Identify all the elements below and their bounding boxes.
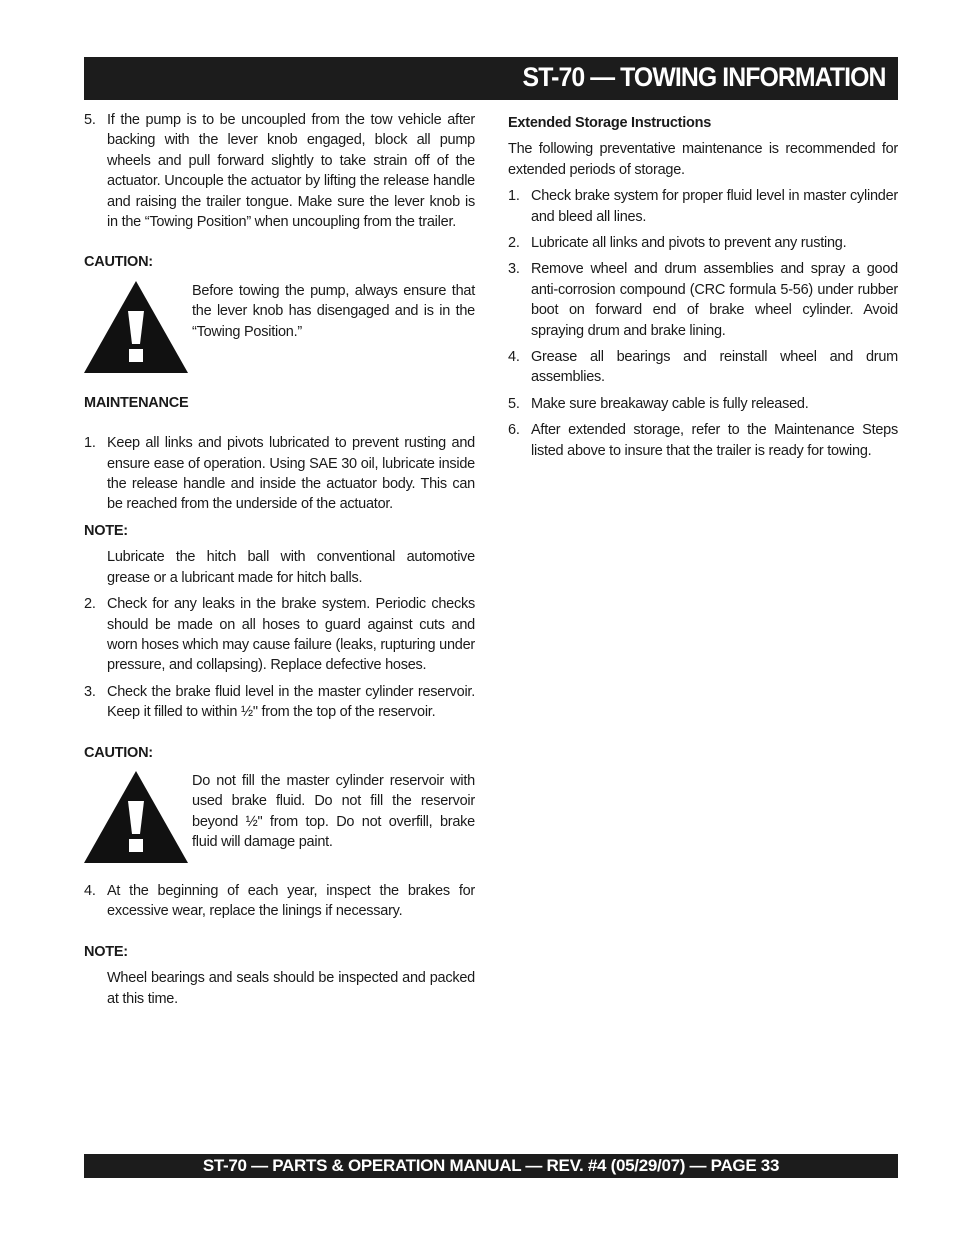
- item-number: 2.: [84, 596, 96, 613]
- storage-list: [508, 186, 898, 461]
- list-item: [508, 347, 898, 388]
- storage-intro: The following preventative maintenance is recommended for extended periods of storage.: [508, 141, 898, 178]
- warning-exclamation-icon: [84, 771, 188, 863]
- item-number: 2.: [508, 235, 520, 252]
- item-text: If the pump is to be uncoupled from the tow vehicle after backing with the lever knob engaged, block all pump wheels and pull forward slightly to take strain off of the actuator. Uncouple the actuator by lifting the release handle and raising the trailer tongue. Make sure the lever knob is in the “Towing Position” when uncoupling from the trailer.: [107, 112, 475, 231]
- footer-text: ST-70 — PARTS & OPERATION MANUAL — REV. #4 (05/29/07) — PAGE 33: [202, 1156, 780, 1175]
- right-column: [508, 110, 898, 461]
- caution-text: Before towing the pump, always ensure that the lever knob has disengaged and is in the “Towing Position.”: [192, 282, 475, 340]
- item-text: Grease all bearings and reinstall wheel and drum assemblies.: [531, 349, 898, 386]
- list-item: [508, 420, 898, 461]
- note-text: Wheel bearings and seals should be inspected and packed at this time.: [107, 970, 475, 1007]
- item-text: Remove wheel and drum assemblies and spray a good anti-corrosion compound (CRC formula 5-56) under rubber boot on forward end of brake wheel cylinder. Avoid spraying drum and brake lining.: [531, 261, 898, 339]
- list-item: [508, 259, 898, 341]
- item-number: 3.: [84, 683, 96, 700]
- list-item: [508, 186, 898, 227]
- item-text: Check the brake fluid level in the master cylinder reservoir. Keep it filled to within ½" from the top of the reservoir.: [107, 683, 475, 721]
- item-text: At the beginning of each year, inspect the brakes for excessive wear, replace the linings if necessary.: [107, 882, 475, 920]
- item-number: 1.: [84, 435, 96, 452]
- section-heading-storage: Extended Storage Instructions: [508, 115, 712, 131]
- note-label: NOTE:: [84, 522, 128, 539]
- item-number: 5.: [84, 112, 96, 128]
- item-text: After extended storage, refer to the Maintenance Steps listed above to insure that the trailer is ready for towing.: [531, 422, 898, 459]
- item-number: 1.: [508, 188, 520, 205]
- item-number: 6.: [508, 422, 520, 439]
- list-item: [84, 881, 475, 922]
- page-header: [84, 57, 898, 100]
- caution-block: [84, 281, 475, 381]
- list-item: [508, 394, 898, 414]
- page-title: ST-70 — TOWING INFORMATION: [523, 62, 886, 92]
- item-number: 3.: [508, 261, 520, 278]
- item-number: 5.: [508, 395, 520, 412]
- item-text: Lubricate all links and pivots to prevent any rusting.: [531, 235, 847, 252]
- list-item: [84, 594, 475, 676]
- warning-exclamation-icon: [84, 281, 188, 373]
- list-item: [84, 433, 475, 515]
- list-item: [84, 682, 475, 723]
- item-number: 4.: [84, 882, 96, 899]
- item-text: Make sure breakaway cable is fully released.: [531, 395, 809, 412]
- caution-label: CAUTION:: [84, 254, 153, 271]
- note-label: NOTE:: [84, 943, 128, 960]
- note-text: Lubricate the hitch ball with conventional automotive grease or a lubricant made for hitch balls.: [107, 549, 475, 586]
- item-text: Keep all links and pivots lubricated to prevent rusting and ensure ease of operation. Using SAE 30 oil, lubricate inside the release handle and inside the actuator body. This can be reached from the underside of the actuator.: [107, 435, 475, 513]
- item-text: Check brake system for proper fluid level in master cylinder and bleed all lines.: [531, 188, 898, 225]
- caution-block: [84, 771, 475, 871]
- caution-text: Do not fill the master cylinder reservoir with used brake fluid. Do not fill the reservoir beyond ½" from top. Do not overfill, brake fluid will damage paint.: [192, 772, 475, 851]
- left-column: [84, 110, 475, 1009]
- caution-label: CAUTION:: [84, 744, 153, 761]
- list-item: [84, 110, 475, 232]
- item-number: 4.: [508, 349, 520, 366]
- page-footer: [84, 1154, 898, 1178]
- list-item: [508, 233, 898, 253]
- section-heading-maintenance: MAINTENANCE: [84, 394, 189, 411]
- item-text: Check for any leaks in the brake system. Periodic checks should be made on all hoses to guard against cuts and worn hoses which may cause failure (leaks, rupturing under pressure, and collapsing). Replace defective hoses.: [107, 596, 475, 674]
